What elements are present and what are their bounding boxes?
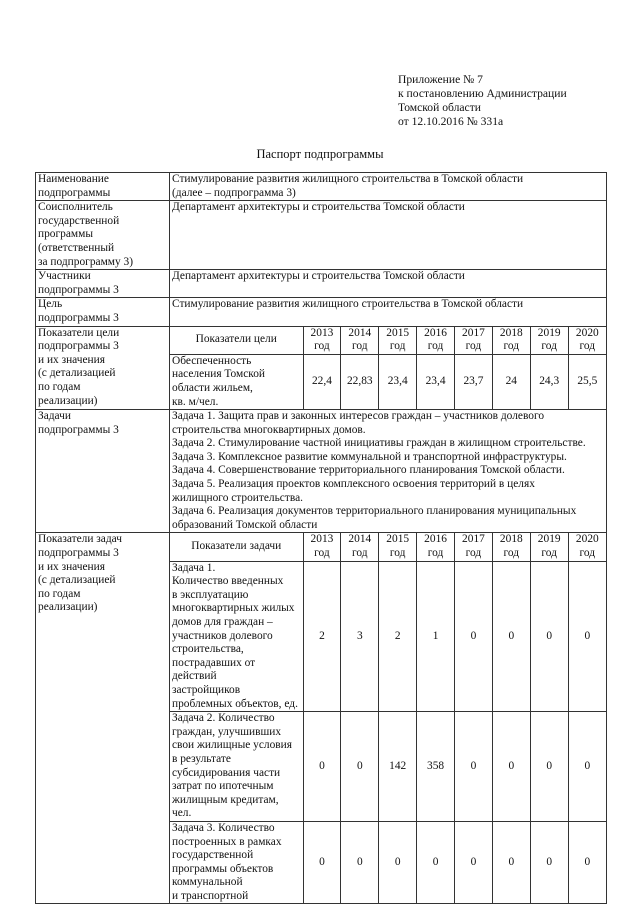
- row-label: Наименование подпрограммы: [36, 173, 170, 201]
- goal-indicators-table: [170, 327, 606, 410]
- indicator-row: [170, 712, 606, 822]
- row-label: Соисполнитель государственной программы (ответственный за подпрограмму 3): [36, 201, 170, 270]
- indicator-value: 0: [492, 821, 530, 903]
- year-header: 2018 год: [492, 327, 530, 355]
- indicator-value: 1: [417, 561, 455, 712]
- indicator-value: 0: [530, 821, 568, 903]
- row-label: Показатели цели подпрограммы 3 и их значения (с детализацией по годам реализации): [36, 326, 170, 410]
- indicator-value: 23,7: [455, 354, 493, 409]
- indicator-value: 0: [530, 561, 568, 712]
- year-header: 2013 год: [303, 533, 341, 561]
- tasks-text: Задача 1. Защита прав и законных интересов граждан – участников долевого строительства многоквартирных домов. Задача 2. Стимулирование частной инициативы граждан в жилищном строительстве. Задача 3. Комплексное развитие коммунальной и транспортной инфраструктуры. Задача 4. Совершенствование территориального планирования Томской области. Задача 5. Реализация проектов комплексного освоения территорий в целях жилищного строительства. Задача 6. Реализация документов территориального планирования муниципальных образований Томской области: [170, 410, 607, 533]
- indicator-name: Обеспеченность населения Томской области жильем, кв. м/чел.: [170, 354, 303, 409]
- row-label: Показатели задач подпрограммы 3 и их значения (с детализацией по годам реализации): [36, 533, 170, 904]
- indicator-value: 142: [379, 712, 417, 822]
- indicator-value: 0: [303, 821, 341, 903]
- table-row: [36, 410, 607, 533]
- table-row: [36, 201, 607, 270]
- indicator-value: 0: [568, 821, 606, 903]
- year-header: 2014 год: [341, 533, 379, 561]
- appendix-line: Приложение № 7: [398, 73, 483, 86]
- indicator-value: 0: [455, 561, 493, 712]
- indicator-value: 358: [417, 712, 455, 822]
- indicator-value: 23,4: [417, 354, 455, 409]
- indicator-value: 0: [530, 712, 568, 822]
- year-header: 2019 год: [530, 533, 568, 561]
- year-header: 2017 год: [455, 327, 493, 355]
- year-header: 2016 год: [417, 533, 455, 561]
- indicator-header-row: [170, 533, 606, 561]
- indicator-value: 0: [568, 561, 606, 712]
- indicator-header-row: [170, 327, 606, 355]
- row-label: Цель подпрограммы 3: [36, 298, 170, 326]
- table-row: [36, 173, 607, 201]
- indicator-header: Показатели цели: [170, 327, 303, 355]
- indicator-value: 0: [341, 712, 379, 822]
- document-title: Паспорт подпрограммы: [256, 147, 384, 161]
- row-value: Департамент архитектуры и строительства Томской области: [170, 270, 607, 298]
- indicator-value: 0: [455, 712, 493, 822]
- appendix-line: от 12.10.2016 № 331а: [398, 115, 504, 128]
- table-row: [36, 298, 607, 326]
- year-header: 2020 год: [568, 533, 606, 561]
- indicator-value: 0: [417, 821, 455, 903]
- year-header: 2014 год: [341, 327, 379, 355]
- indicator-value: 0: [303, 712, 341, 822]
- year-header: 2013 год: [303, 327, 341, 355]
- indicator-value: 0: [455, 821, 493, 903]
- indicator-value: 2: [303, 561, 341, 712]
- row-value: Департамент архитектуры и строительства Томской области: [170, 201, 607, 270]
- goal-indicators-cell: [170, 326, 607, 410]
- indicator-row: [170, 561, 606, 712]
- appendix-header: [398, 73, 567, 129]
- year-header: 2020 год: [568, 327, 606, 355]
- row-value: Стимулирование развития жилищного строительства в Томской области (далее – подпрограмма 3): [170, 173, 607, 201]
- table-row: [36, 533, 607, 904]
- task-indicators-cell: [170, 533, 607, 904]
- row-label: Участники подпрограммы 3: [36, 270, 170, 298]
- indicator-value: 22,4: [303, 354, 341, 409]
- indicator-value: 0: [492, 712, 530, 822]
- indicator-header: Показатели задачи: [170, 533, 303, 561]
- passport-table: [35, 172, 607, 904]
- task-indicators-table: [170, 533, 606, 903]
- indicator-value: 24: [492, 354, 530, 409]
- indicator-name: Задача 1. Количество введенных в эксплуатацию многоквартирных жилых домов для граждан – участников долевого строительства, пострадавших от действий застройщиков проблемных объектов, ед.: [170, 561, 303, 712]
- indicator-value: 25,5: [568, 354, 606, 409]
- year-header: 2018 год: [492, 533, 530, 561]
- indicator-value: 3: [341, 561, 379, 712]
- year-header: 2019 год: [530, 327, 568, 355]
- year-header: 2015 год: [379, 327, 417, 355]
- row-label: Задачи подпрограммы 3: [36, 410, 170, 533]
- appendix-line: к постановлению Администрации: [398, 87, 567, 100]
- appendix-line: Томской области: [398, 101, 481, 114]
- indicator-value: 0: [379, 821, 417, 903]
- year-header: 2017 год: [455, 533, 493, 561]
- indicator-value: 0: [341, 821, 379, 903]
- indicator-value: 22,83: [341, 354, 379, 409]
- indicator-value: 23,4: [379, 354, 417, 409]
- row-value: Стимулирование развития жилищного строительства в Томской области: [170, 298, 607, 326]
- indicator-value: 0: [568, 712, 606, 822]
- indicator-name: Задача 3. Количество построенных в рамках государственной программы объектов коммунальной и транспортной: [170, 821, 303, 903]
- indicator-value: 2: [379, 561, 417, 712]
- year-header: 2016 год: [417, 327, 455, 355]
- indicator-value: 0: [492, 561, 530, 712]
- table-row: [36, 326, 607, 410]
- indicator-name: Задача 2. Количество граждан, улучшивших свои жилищные условия в результате субсидирования части затрат по ипотечным жилищным кредитам, чел.: [170, 712, 303, 822]
- indicator-value: 24,3: [530, 354, 568, 409]
- indicator-row: [170, 821, 606, 903]
- year-header: 2015 год: [379, 533, 417, 561]
- table-row: [36, 270, 607, 298]
- indicator-row: [170, 354, 606, 409]
